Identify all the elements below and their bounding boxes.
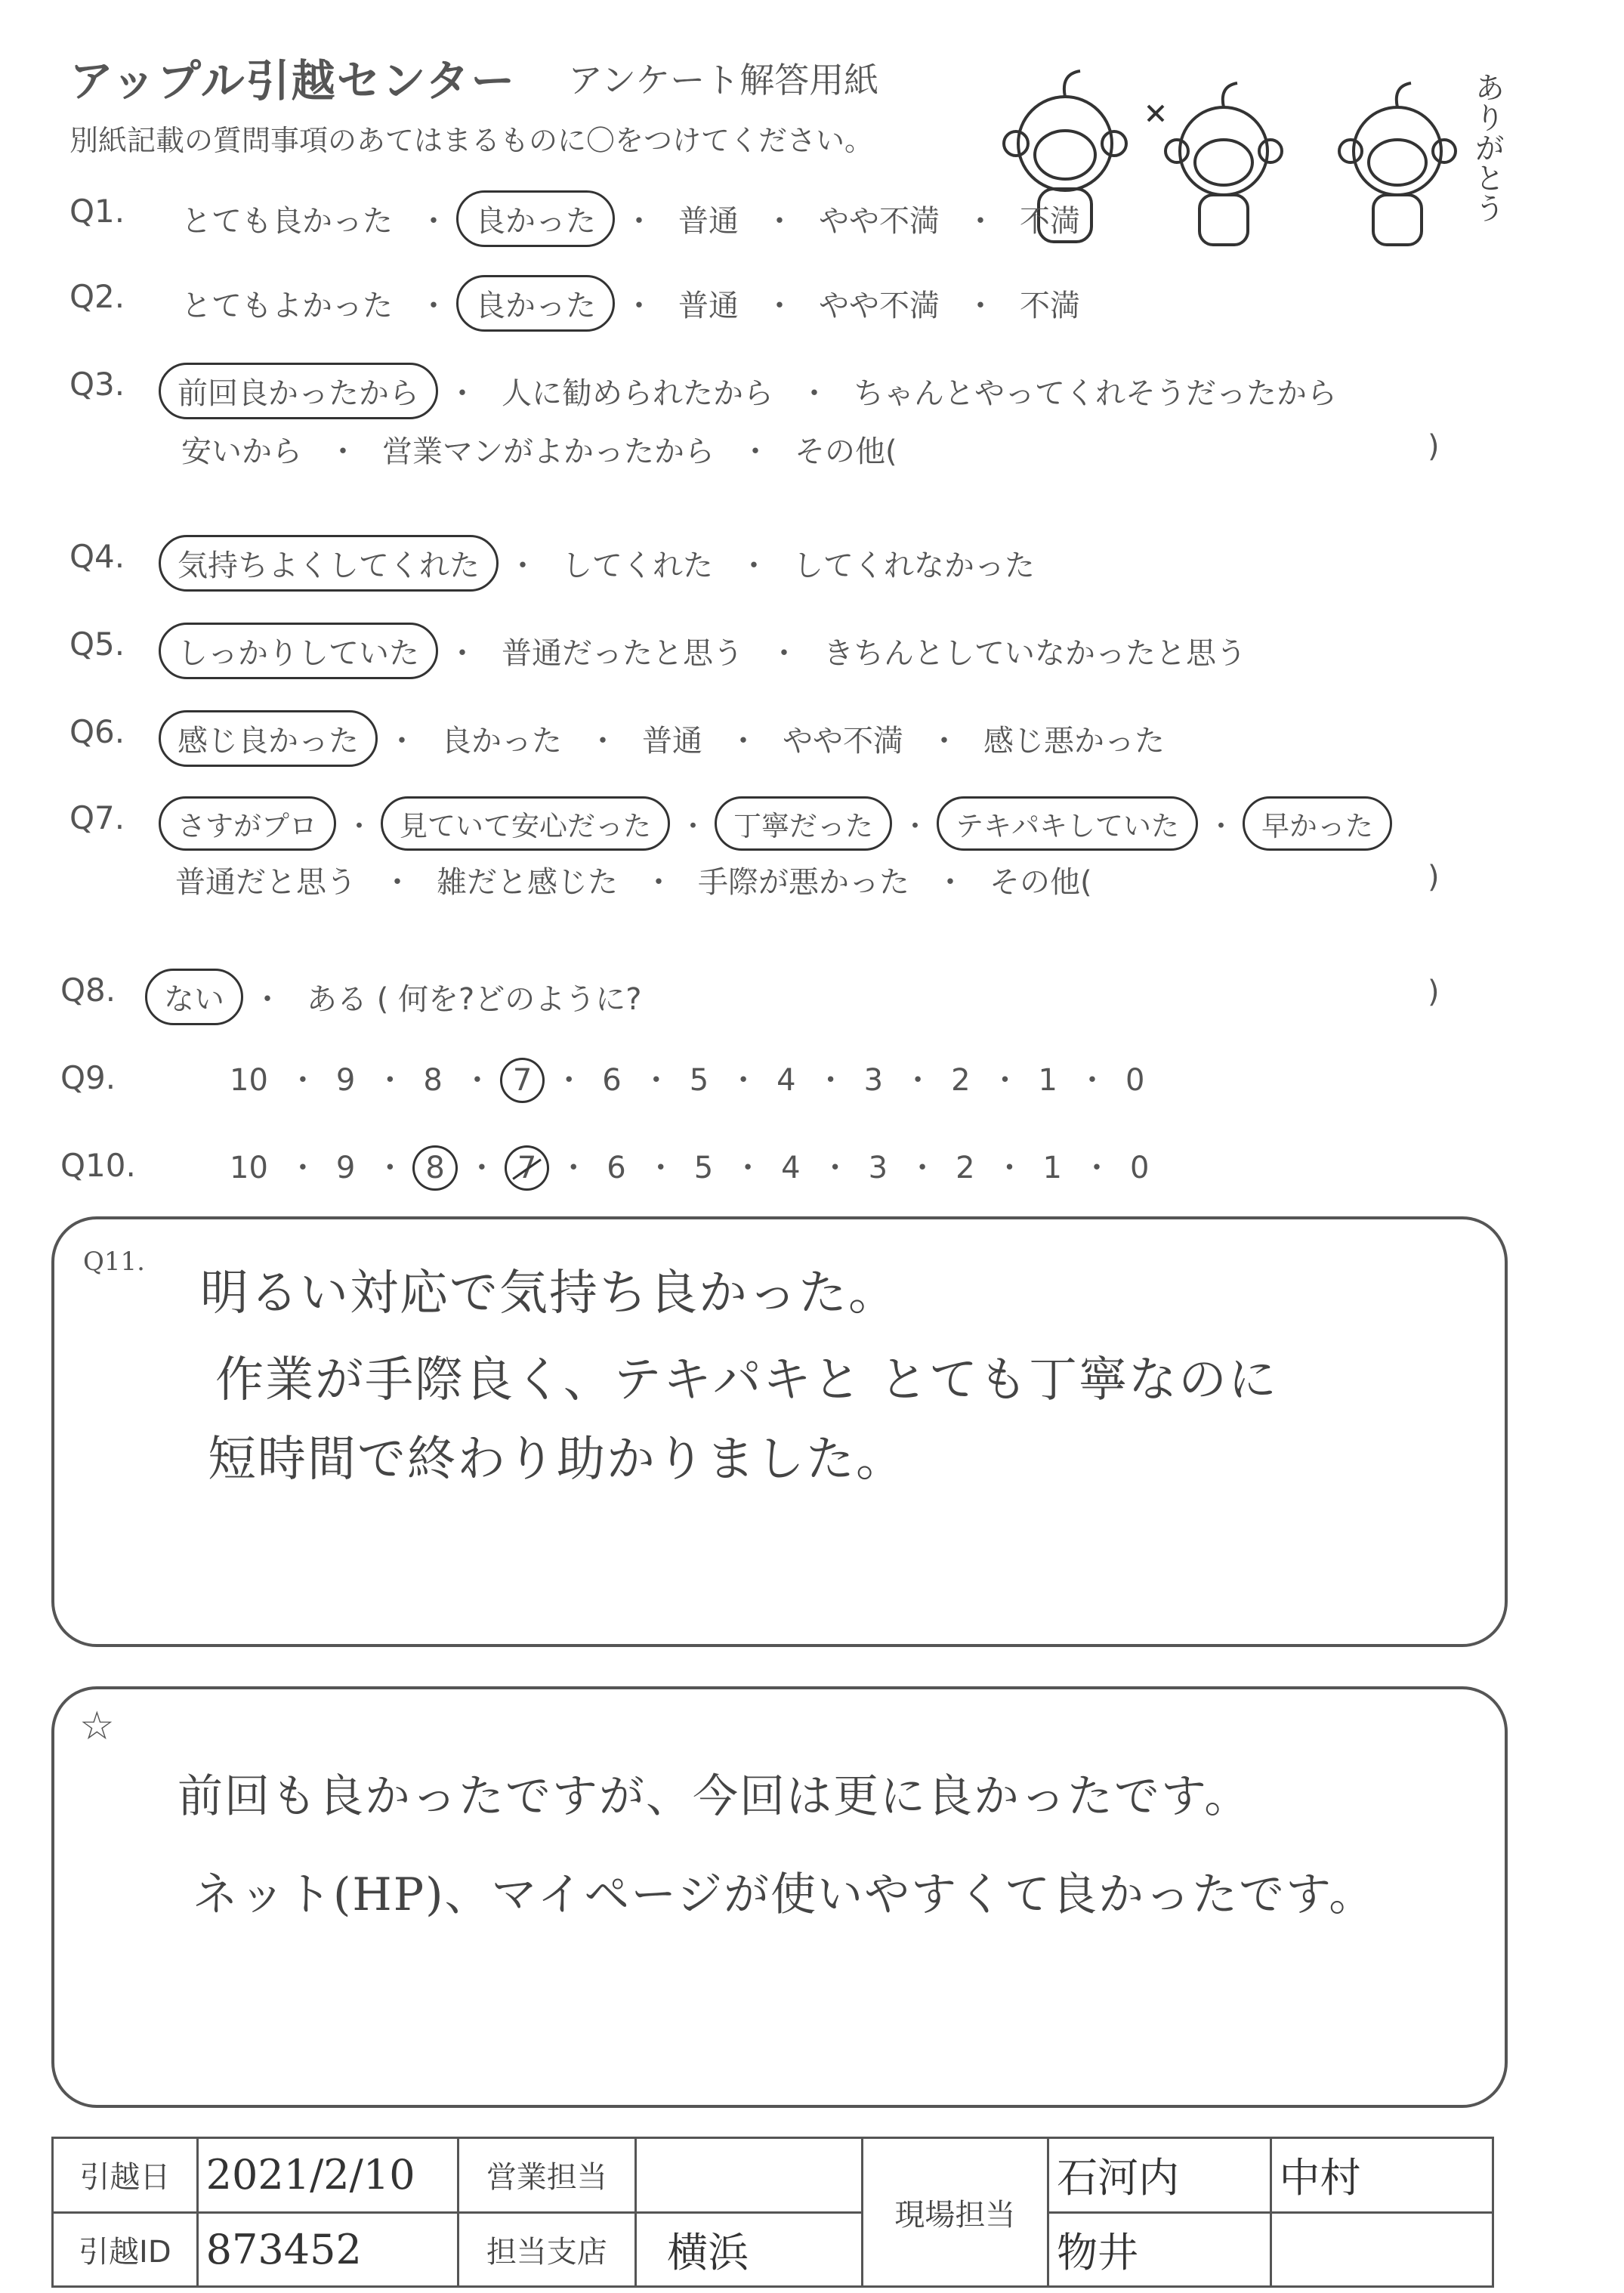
star-comment-line: 前回も良かったですが、今回は更に良かったです。 — [178, 1770, 1252, 1823]
q10-score[interactable]: 4 — [781, 1151, 801, 1185]
q2-option[interactable]: 普通 — [678, 289, 739, 323]
q5-label: Q5. — [69, 626, 125, 663]
field-staff-2[interactable]: 中村 — [1270, 2138, 1493, 2213]
q10-score[interactable]: 1 — [1042, 1151, 1062, 1185]
q10-score[interactable]: 2 — [956, 1151, 975, 1185]
move-date-label: 引越日 — [53, 2138, 198, 2213]
q5-option[interactable]: きちんとしていなかったと思う — [823, 636, 1246, 671]
q9-score[interactable]: 0 — [1125, 1063, 1145, 1098]
q1-options: とても良かった ・ 良かった ・ 普通 ・ やや不満 ・ 不満 — [165, 190, 1098, 247]
q10-score[interactable]: 9 — [335, 1151, 356, 1185]
instruction-text: 別紙記載の質問事項のあてはまるものに〇をつけてください。 — [69, 124, 874, 157]
q1-option[interactable]: やや不満 — [819, 204, 940, 239]
q10-score-selected[interactable]: 8 — [412, 1145, 457, 1191]
sales-rep-value[interactable] — [636, 2138, 862, 2213]
q3-option[interactable]: 人に勧められたから — [502, 376, 773, 411]
q2-label: Q2. — [69, 278, 125, 315]
q7-option-other[interactable]: その他( — [990, 865, 1092, 900]
q1-option[interactable]: とても良かった — [181, 204, 393, 239]
footer-table — [51, 2137, 1494, 2288]
q10-score[interactable]: 5 — [693, 1151, 714, 1185]
q3-option[interactable]: 安いから — [181, 434, 302, 469]
q3-option[interactable]: ちゃんとやってくれそうだったから — [854, 376, 1337, 411]
q1-option-selected[interactable]: 良かった — [456, 190, 615, 247]
move-id-value[interactable]: 873452 — [197, 2212, 458, 2287]
q8-label: Q8. — [60, 972, 116, 1009]
branch-value[interactable]: 横浜 — [636, 2212, 862, 2287]
q2-option[interactable]: 不満 — [1020, 289, 1080, 323]
q6-option[interactable]: 普通 — [642, 724, 702, 759]
q4-option[interactable]: してくれなかった — [793, 549, 1035, 583]
q1-option[interactable]: 普通 — [678, 204, 739, 239]
q3-label: Q3. — [69, 366, 125, 403]
thanks-text: ありがとう — [1470, 72, 1505, 223]
q9-score[interactable]: 3 — [863, 1063, 884, 1098]
q7-option[interactable]: 雑だと感じた — [437, 865, 618, 900]
q6-label: Q6. — [69, 713, 125, 750]
q9-label: Q9. — [60, 1059, 116, 1096]
q8-options: ない ・ ある ( 何を?どのように? — [145, 969, 660, 1025]
company-name: アップル引越センター — [69, 55, 517, 107]
q7-option-selected[interactable]: 早かった — [1243, 796, 1392, 851]
q7-option[interactable]: 手際が悪かった — [698, 865, 909, 900]
q6-option[interactable]: 感じ悪かった — [983, 724, 1165, 759]
q5-option[interactable]: 普通だったと思う — [502, 636, 743, 671]
q4-options: 気持ちよくしてくれた ・ してくれた ・ してくれなかった — [159, 535, 1053, 592]
q10-score[interactable]: 0 — [1129, 1151, 1150, 1185]
q2-option[interactable]: とてもよかった — [181, 289, 393, 323]
q2-options: とてもよかった ・ 良かった ・ 普通 ・ やや不満 ・ 不満 — [165, 275, 1098, 332]
q4-option-selected[interactable]: 気持ちよくしてくれた — [159, 535, 499, 592]
q8-close-paren: ) — [1428, 975, 1440, 1009]
q2-option[interactable]: やや不満 — [819, 289, 940, 323]
q7-options-line2: 普通だと思う ・ 雑だと感じた ・ 手際が悪かった ・ その他( — [159, 854, 1110, 906]
q9-score[interactable]: 4 — [776, 1063, 796, 1098]
q2-option-selected[interactable]: 良かった — [456, 275, 615, 332]
monkey-mascot-3 — [1339, 83, 1456, 245]
q4-option[interactable]: してくれた — [562, 549, 713, 583]
q9-score[interactable]: 8 — [423, 1063, 443, 1098]
q10-score[interactable]: 3 — [868, 1151, 888, 1185]
q9-score[interactable]: 5 — [689, 1063, 709, 1098]
q9-score[interactable]: 1 — [1038, 1063, 1057, 1098]
q6-option[interactable]: 良かった — [441, 724, 562, 759]
q10-score-crossed-out[interactable]: 7 — [505, 1145, 549, 1191]
q9-score[interactable]: 9 — [335, 1063, 356, 1098]
field-staff-1[interactable]: 石河内 — [1048, 2138, 1270, 2213]
q3-options-line2: 安いから ・ 営業マンがよかったから ・ その他( — [165, 423, 915, 475]
q7-option-selected[interactable]: 丁寧だった — [715, 796, 892, 851]
sales-rep-label: 営業担当 — [458, 2138, 636, 2213]
q5-option-selected[interactable]: しっかりしていた — [159, 623, 438, 679]
field-staff-3[interactable]: 物井 — [1048, 2212, 1270, 2287]
q7-label: Q7. — [69, 799, 125, 836]
q6-option[interactable]: やや不満 — [783, 724, 903, 759]
q10-scale: 10 ・ 9 ・ 8 ・ 7 ・ 6 ・ 5 ・ 4 ・ 3 ・ 2 ・ 1 ・ 0 — [219, 1144, 1161, 1191]
q11-label: Q11. — [83, 1247, 145, 1277]
q7-option-selected[interactable]: さすがプロ — [159, 796, 336, 851]
move-id-label: 引越ID — [53, 2212, 198, 2287]
q3-option-selected[interactable]: 前回良かったから — [159, 363, 438, 419]
q11-handwritten-line: 短時間で終わり助かりました。 — [208, 1432, 906, 1488]
q9-score-selected[interactable]: 7 — [500, 1058, 545, 1103]
q9-scale: 10 ・ 9 ・ 8 ・ 7 ・ 6 ・ 5 ・ 4 ・ 3 ・ 2 ・ 1 ・ 0 — [219, 1056, 1156, 1103]
form-title: アンケート解答用紙 — [568, 60, 879, 100]
star-icon: ☆ — [79, 1704, 115, 1749]
q9-score[interactable]: 10 — [230, 1063, 268, 1098]
q11-handwritten-line: 作業が手際良く、テキパキと とても丁寧なのに — [215, 1352, 1279, 1408]
q3-option-other[interactable]: その他( — [795, 434, 897, 469]
q6-option-selected[interactable]: 感じ良かった — [159, 710, 378, 767]
star-comment-line: ネット(HP)、マイページが使いやすくて良かったです。 — [193, 1868, 1376, 1921]
q6-options: 感じ良かった ・ 良かった ・ 普通 ・ やや不満 ・ 感じ悪かった — [159, 710, 1183, 767]
q7-close-paren: ) — [1428, 860, 1440, 895]
q3-close-paren: ) — [1428, 429, 1440, 464]
q8-option[interactable]: ある ( 何を?どのように? — [307, 982, 642, 1017]
q4-label: Q4. — [69, 538, 125, 575]
q8-option-selected[interactable]: ない — [145, 969, 243, 1025]
q10-label: Q10. — [60, 1147, 136, 1184]
q1-label: Q1. — [69, 193, 125, 230]
q9-score[interactable]: 2 — [951, 1063, 971, 1098]
q7-option-selected[interactable]: 見ていて安心だった — [381, 796, 670, 851]
field-staff-label: 現場担当 — [862, 2138, 1048, 2287]
q3-option[interactable]: 営業マンがよかったから — [382, 434, 715, 469]
q7-option[interactable]: 普通だと思う — [175, 865, 357, 900]
q9-score[interactable]: 6 — [602, 1063, 622, 1098]
move-date-value[interactable]: 2021/2/10 — [197, 2138, 458, 2213]
q3-options-line1: 前回良かったから ・ 人に勧められたから ・ ちゃんとやってくれそうだったから — [159, 363, 1355, 419]
q5-options: しっかりしていた ・ 普通だったと思う ・ きちんとしていなかったと思う — [159, 623, 1264, 679]
branch-label: 担当支店 — [458, 2212, 636, 2287]
q10-score[interactable]: 6 — [607, 1151, 626, 1185]
q10-score[interactable]: 10 — [230, 1151, 268, 1185]
monkey-mascot-2 — [1148, 83, 1282, 245]
q1-option[interactable]: 不満 — [1020, 204, 1080, 239]
q7-option-selected[interactable]: テキパキしていた — [937, 796, 1198, 851]
q11-handwritten-line: 明るい対応で気持ち良かった。 — [200, 1265, 898, 1321]
field-staff-4[interactable] — [1270, 2212, 1493, 2287]
q7-options-line1: さすがプロ ・ 見ていて安心だった ・ 丁寧だった ・ テキパキしていた ・ 早かった — [159, 796, 1394, 851]
